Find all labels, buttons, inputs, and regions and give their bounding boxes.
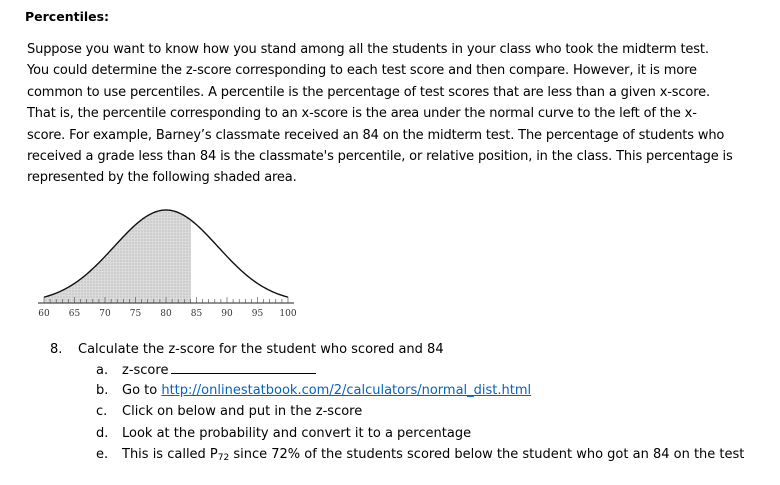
percentile-subscript: 72 [217, 453, 230, 463]
intro-paragraph [27, 39, 757, 189]
paragraph-line: Suppose you want to know how you stand among all the students in your class who took the midterm test. [27, 42, 709, 57]
x-axis-tick-label: 100 [279, 309, 297, 319]
section-heading: Percentiles: [25, 9, 110, 24]
paragraph-line: score. For example, Barney’s classmate received an 84 on the midterm test. The percentage of students who [27, 127, 725, 143]
list-item-b [96, 382, 531, 400]
list-item-c [96, 403, 362, 421]
x-axis-tick-label: 70 [99, 309, 111, 319]
list-letter: e. [96, 447, 109, 462]
x-axis-tick-label: 95 [251, 309, 264, 319]
x-axis-tick-label: 60 [38, 309, 50, 319]
paragraph-line: You could determine the z-score corresponding to each test score and then compare. However, it is more [27, 63, 697, 79]
paragraph-line: That is, the percentile corresponding to an x-score is the area under the normal curve to the left of the x- [27, 106, 697, 122]
list-text: Click on below and put in the z-score [122, 404, 363, 419]
x-axis-tick-label: 90 [221, 309, 233, 319]
question-number: 8. [50, 342, 63, 357]
list-text: This is called P [122, 447, 218, 462]
list-letter: d. [96, 426, 109, 441]
paragraph-line: represented by the following shaded area. [27, 170, 297, 186]
normal-curve-figure [30, 200, 310, 330]
list-text: Look at the probability and convert it to a percentage [122, 426, 472, 441]
paragraph-line: common to use percentiles. A percentile is the percentage of test scores that are less than a given x-score. [27, 84, 710, 100]
list-text: since 72% of the students scored below the student who got an 84 on the test [229, 447, 745, 462]
list-letter: a. [96, 363, 109, 378]
x-axis-tick-label: 80 [160, 309, 172, 319]
x-axis-tick-label: 65 [68, 309, 81, 319]
question-text: Calculate the z-score for the student who scored and 84 [78, 342, 444, 357]
list-text: Go to [122, 383, 162, 398]
list-item-d [96, 425, 471, 443]
list-item-e [96, 446, 744, 467]
list-item-a [96, 361, 316, 380]
x-axis-tick-label: 75 [129, 309, 142, 319]
list-letter: b. [96, 383, 109, 398]
paragraph-line: received a grade less than 84 is the classmate's percentile, or relative position, in the class. This percentage is [27, 149, 733, 165]
list-text: z-score [122, 363, 169, 378]
x-axis-tick-label: 85 [190, 309, 203, 319]
question-8 [50, 341, 444, 359]
calculator-link[interactable]: http://onlinestatbook.com/2/calculators/normal_dist.html [161, 383, 532, 398]
list-letter: c. [96, 404, 108, 419]
normal-curve-chart [30, 200, 310, 330]
z-score-answer-blank[interactable] [171, 361, 316, 374]
